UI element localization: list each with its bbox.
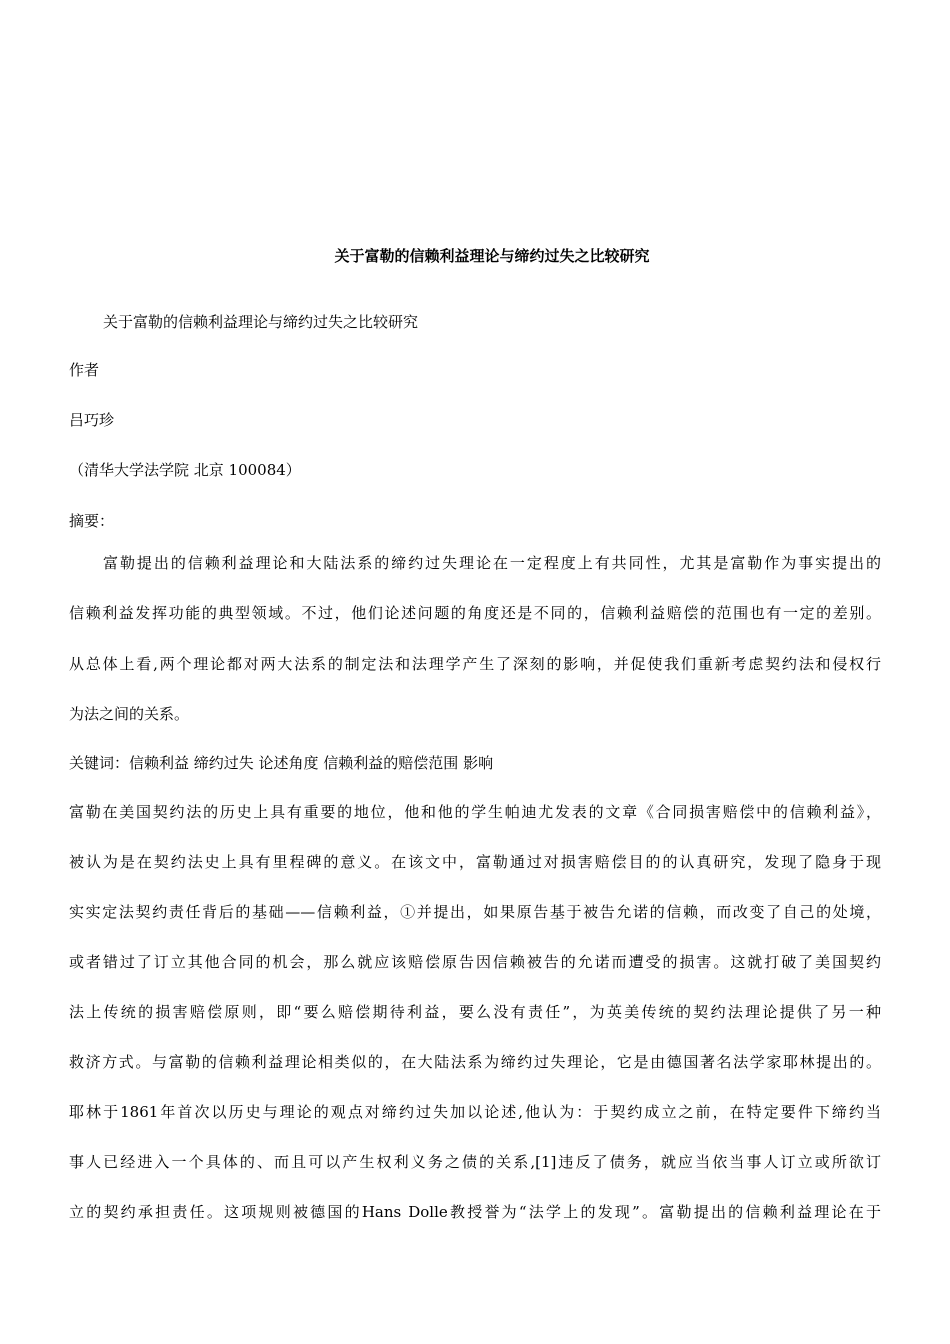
body-line: 被认为是在契约法史上具有里程碑的意义。在该文中，富勒通过对损害赔偿目的的认真研究，发现了隐身于现 (69, 853, 881, 871)
body-line: 事人已经进入一个具体的、而且可以产生权利义务之债的关系,[1]违反了债务，就应当依当事人订立或所欲订 (69, 1153, 881, 1171)
body-line: 实实定法契约责任背后的基础——信赖利益，①并提出，如果原告基于被告允诺的信赖，而改变了自己的处境， (69, 903, 881, 921)
affiliation: （清华大学法学院 北京 100084） (69, 461, 301, 479)
keywords: 关键词：信赖利益 缔约过失 论述角度 信赖利益的赔偿范围 影响 (69, 754, 494, 772)
author-label: 作者 (69, 361, 100, 379)
body-line: 富勒在美国契约法的历史上具有重要的地位，他和他的学生帕迪尤发表的文章《合同损害赔偿中的信赖利益》， (69, 803, 881, 821)
author-name: 吕巧珍 (69, 411, 115, 429)
body-line: 耶林于1861年首次以历史与理论的观点对缔约过失加以论述,他认为：于契约成立之前，在特定要件下缔约当 (69, 1103, 881, 1121)
abstract-line: 为法之间的关系。 (69, 705, 190, 723)
abstract-label: 摘要： (69, 512, 115, 530)
abstract-line: 信赖利益发挥功能的典型领域。不过，他们论述问题的角度还是不同的，信赖利益赔偿的范围也有一定的差别。 (69, 604, 881, 622)
abstract-line: 从总体上看,两个理论都对两大法系的制定法和法理学产生了深刻的影响，并促使我们重新考虑契约法和侵权行 (69, 655, 881, 673)
body-line: 法上传统的损害赔偿原则，即“要么赔偿期待利益，要么没有责任”，为英美传统的契约法理论提供了另一种 (69, 1003, 881, 1021)
body-line: 立的契约承担责任。这项规则被德国的Hans Dolle教授誉为“法学上的发现”。富勒提出的信赖利益理论在于 (69, 1203, 881, 1221)
document-title: 关于富勒的信赖利益理论与缔约过失之比较研究 (334, 247, 650, 265)
abstract-line: 富勒提出的信赖利益理论和大陆法系的缔约过失理论在一定程度上有共同性，尤其是富勒作为事实提出的 (103, 554, 881, 572)
subtitle: 关于富勒的信赖利益理论与缔约过失之比较研究 (103, 313, 419, 331)
body-line: 或者错过了订立其他合同的机会，那么就应该赔偿原告因信赖被告的允诺而遭受的损害。这就打破了美国契约 (69, 953, 881, 971)
body-line: 救济方式。与富勒的信赖利益理论相类似的，在大陆法系为缔约过失理论，它是由德国著名法学家耶林提出的。 (69, 1053, 881, 1071)
